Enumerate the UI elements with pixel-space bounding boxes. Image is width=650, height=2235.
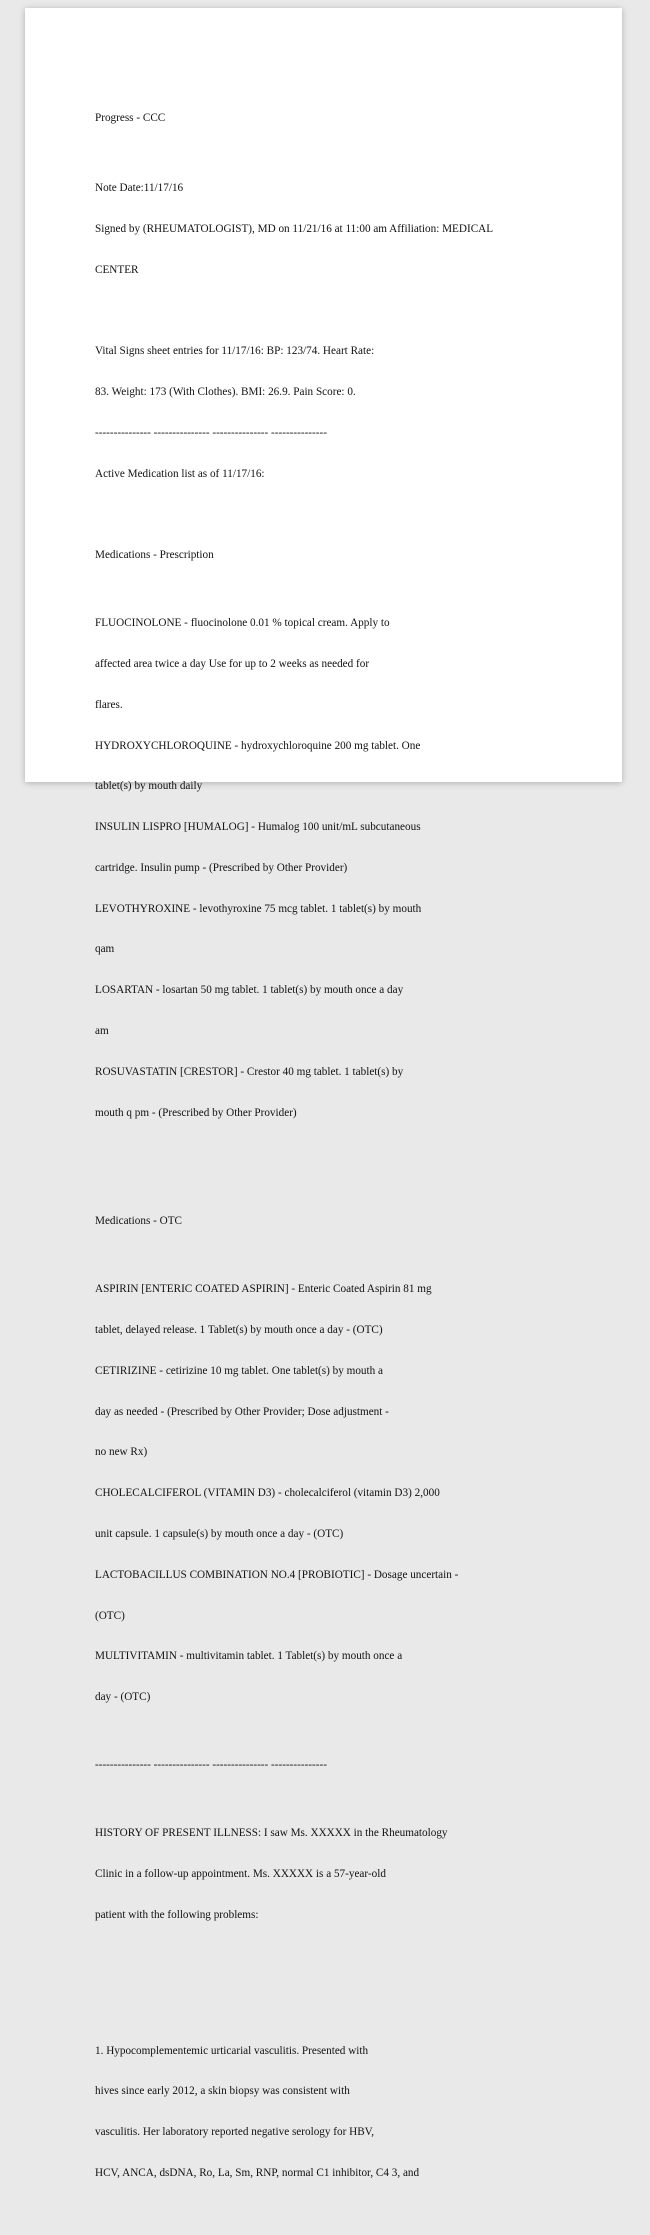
- medication-line: cartridge. Insulin pump - (Prescribed by Other Provider): [95, 861, 348, 874]
- note-date: Note Date:11/17/16: [95, 182, 184, 195]
- active-medication-heading: Active Medication list as of 11/17/16:: [95, 467, 265, 480]
- hpi-line: Clinic in a follow-up appointment. Ms. XXXXX is a 57-year-old: [95, 1867, 386, 1880]
- signature-line: Signed by (RHEUMATOLOGIST), MD on 11/21/16 at 11:00 am Affiliation: MEDICAL: [95, 222, 494, 235]
- medication-line: ASPIRIN [ENTERIC COATED ASPIRIN] - Enteric Coated Aspirin 81 mg: [95, 1283, 432, 1296]
- vitals-line: Vital Signs sheet entries for 11/17/16: BP: 123/74. Heart Rate:: [95, 345, 375, 358]
- problem-line: HCV, ANCA, dsDNA, Ro, La, Sm, RNP, normal C1 inhibitor, C4 3, and: [95, 2166, 420, 2179]
- medication-line: day - (OTC): [95, 1691, 151, 1704]
- medication-line: ROSUVASTATIN [CRESTOR] - Crestor 40 mg tablet. 1 tablet(s) by: [95, 1065, 404, 1078]
- medication-line: CETIRIZINE - cetirizine 10 mg tablet. One tablet(s) by mouth a: [95, 1364, 383, 1377]
- medication-line: day as needed - (Prescribed by Other Provider; Dose adjustment -: [95, 1405, 389, 1418]
- prescription-list: [95, 590, 615, 1147]
- signature-line: CENTER: [95, 263, 139, 276]
- medication-line: qam: [95, 943, 115, 956]
- note-body: [95, 85, 615, 2235]
- medication-line: unit capsule. 1 capsule(s) by mouth once a day - (OTC): [95, 1527, 344, 1540]
- problem-1-section: [95, 2017, 615, 2207]
- medication-line: mouth q pm - (Prescribed by Other Provider): [95, 1106, 297, 1119]
- document-page: [25, 8, 622, 2179]
- vitals-line: 83. Weight: 173 (With Clothes). BMI: 26.9. Pain Score: 0.: [95, 386, 356, 399]
- problem-line: hives since early 2012, a skin biopsy was consistent with: [95, 2085, 350, 2098]
- medication-line: am: [95, 1024, 109, 1037]
- medication-line: tablet, delayed release. 1 Tablet(s) by mouth once a day - (OTC): [95, 1324, 383, 1337]
- medication-line: affected area twice a day Use for up to 2 weeks as needed for: [95, 657, 370, 670]
- medication-line: LOSARTAN - losartan 50 mg tablet. 1 tablet(s) by mouth once a day: [95, 984, 404, 997]
- hpi-section: [95, 1800, 615, 1950]
- separator: --------------- --------------- --------------- ---------------: [95, 1759, 327, 1772]
- medication-line: LACTOBACILLUS COMBINATION NO.4 [PROBIOTIC] - Dosage uncertain -: [95, 1568, 459, 1581]
- note-title: Progress - CCC: [95, 112, 166, 125]
- hpi-line: HISTORY OF PRESENT ILLNESS: I saw Ms. XXXXX in the Rheumatology: [95, 1827, 448, 1839]
- problem-line: vasculitis. Her laboratory reported negative serology for HBV,: [95, 2126, 375, 2139]
- separator: --------------- --------------- --------------- ---------------: [95, 426, 327, 439]
- medication-line: flares.: [95, 698, 123, 711]
- medication-line: FLUOCINOLONE - fluocinolone 0.01 % topical cream. Apply to: [95, 617, 390, 630]
- medication-line: HYDROXYCHLOROQUINE - hydroxychloroquine 200 mg tablet. One: [95, 739, 421, 752]
- medication-line: no new Rx): [95, 1446, 148, 1459]
- problem-line: 1. Hypocomplementemic urticarial vasculitis. Presented with: [95, 2044, 369, 2057]
- hpi-line: patient with the following problems:: [95, 1908, 259, 1921]
- otc-list: [95, 1256, 615, 1732]
- prescription-heading: Medications - Prescription: [95, 549, 214, 562]
- otc-heading: Medications - OTC: [95, 1215, 182, 1228]
- medication-line: MULTIVITAMIN - multivitamin tablet. 1 Tablet(s) by mouth once a: [95, 1650, 403, 1663]
- medication-line: (OTC): [95, 1609, 125, 1622]
- medication-line: CHOLECALCIFEROL (VITAMIN D3) - cholecalciferol (vitamin D3) 2,000: [95, 1487, 440, 1500]
- medication-line: INSULIN LISPRO [HUMALOG] - Humalog 100 unit/mL subcutaneous: [95, 821, 421, 834]
- medication-line: LEVOTHYROXINE - levothyroxine 75 mcg tablet. 1 tablet(s) by mouth: [95, 902, 422, 915]
- medication-line: tablet(s) by mouth daily: [95, 780, 203, 793]
